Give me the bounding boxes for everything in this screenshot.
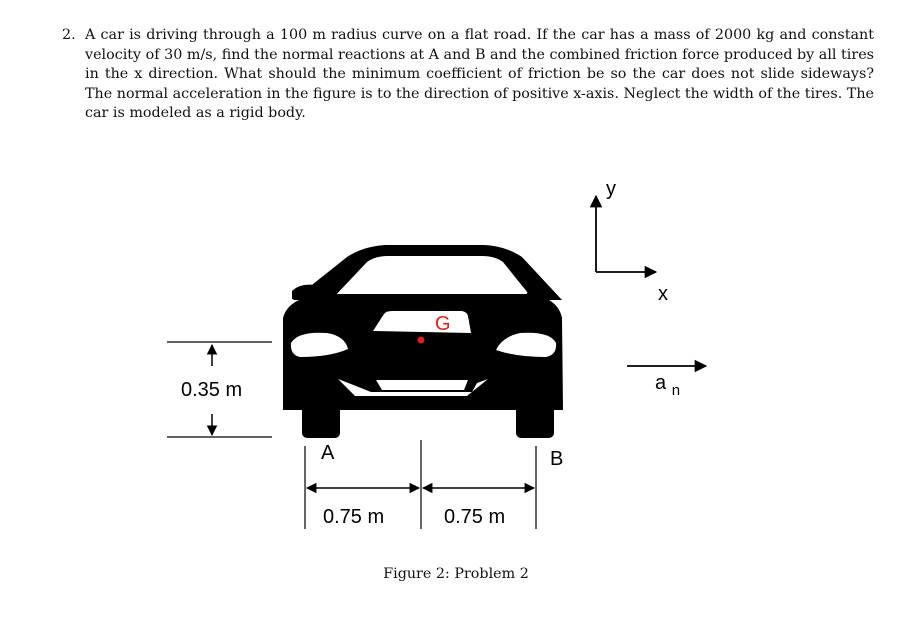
- center-of-gravity-dot: [418, 337, 425, 344]
- x-axis-label: x: [658, 283, 668, 305]
- right-width-label: 0.75 m: [444, 506, 506, 528]
- height-label: 0.35 m: [181, 379, 243, 401]
- coordinate-axes: [596, 178, 668, 305]
- problem-number: 2.: [62, 27, 76, 43]
- normal-acceleration: [627, 366, 706, 399]
- problem-line: velocity of 30 m/s, find the normal reactions at A and B and the combined friction force produced by all tires: [85, 46, 874, 63]
- svg-text:a n: [655, 372, 680, 399]
- problem-line: A car is driving through a 100 m radius curve on a flat road. If the car has a mass of 2000 kg and constant: [85, 27, 874, 43]
- acceleration-label: a: [655, 372, 667, 394]
- cg-label: G: [435, 313, 451, 335]
- car-silhouette: [283, 245, 563, 438]
- acceleration-subscript: n: [671, 382, 681, 399]
- y-axis-label: y: [606, 178, 616, 200]
- figure-caption: Figure 2: Problem 2: [383, 566, 529, 582]
- problem-line: in the x direction. What should the minimum coefficient of friction be so the car does not slide sideways?: [85, 66, 874, 83]
- left-width-label: 0.75 m: [323, 506, 385, 528]
- right-wheel: [516, 398, 554, 438]
- grille-bar: [376, 380, 468, 390]
- left-wheel: [302, 398, 340, 438]
- problem-line: car is modeled as a rigid body.: [85, 105, 306, 122]
- hood-plate: [373, 311, 471, 333]
- point-a-label: A: [321, 442, 335, 464]
- width-dimension: [305, 440, 536, 529]
- problem-line: The normal acceleration in the figure is to the direction of positive x-axis. Neglect the width of the tires. The: [85, 85, 874, 102]
- height-dimension: [167, 342, 272, 437]
- point-b-label: B: [550, 448, 564, 470]
